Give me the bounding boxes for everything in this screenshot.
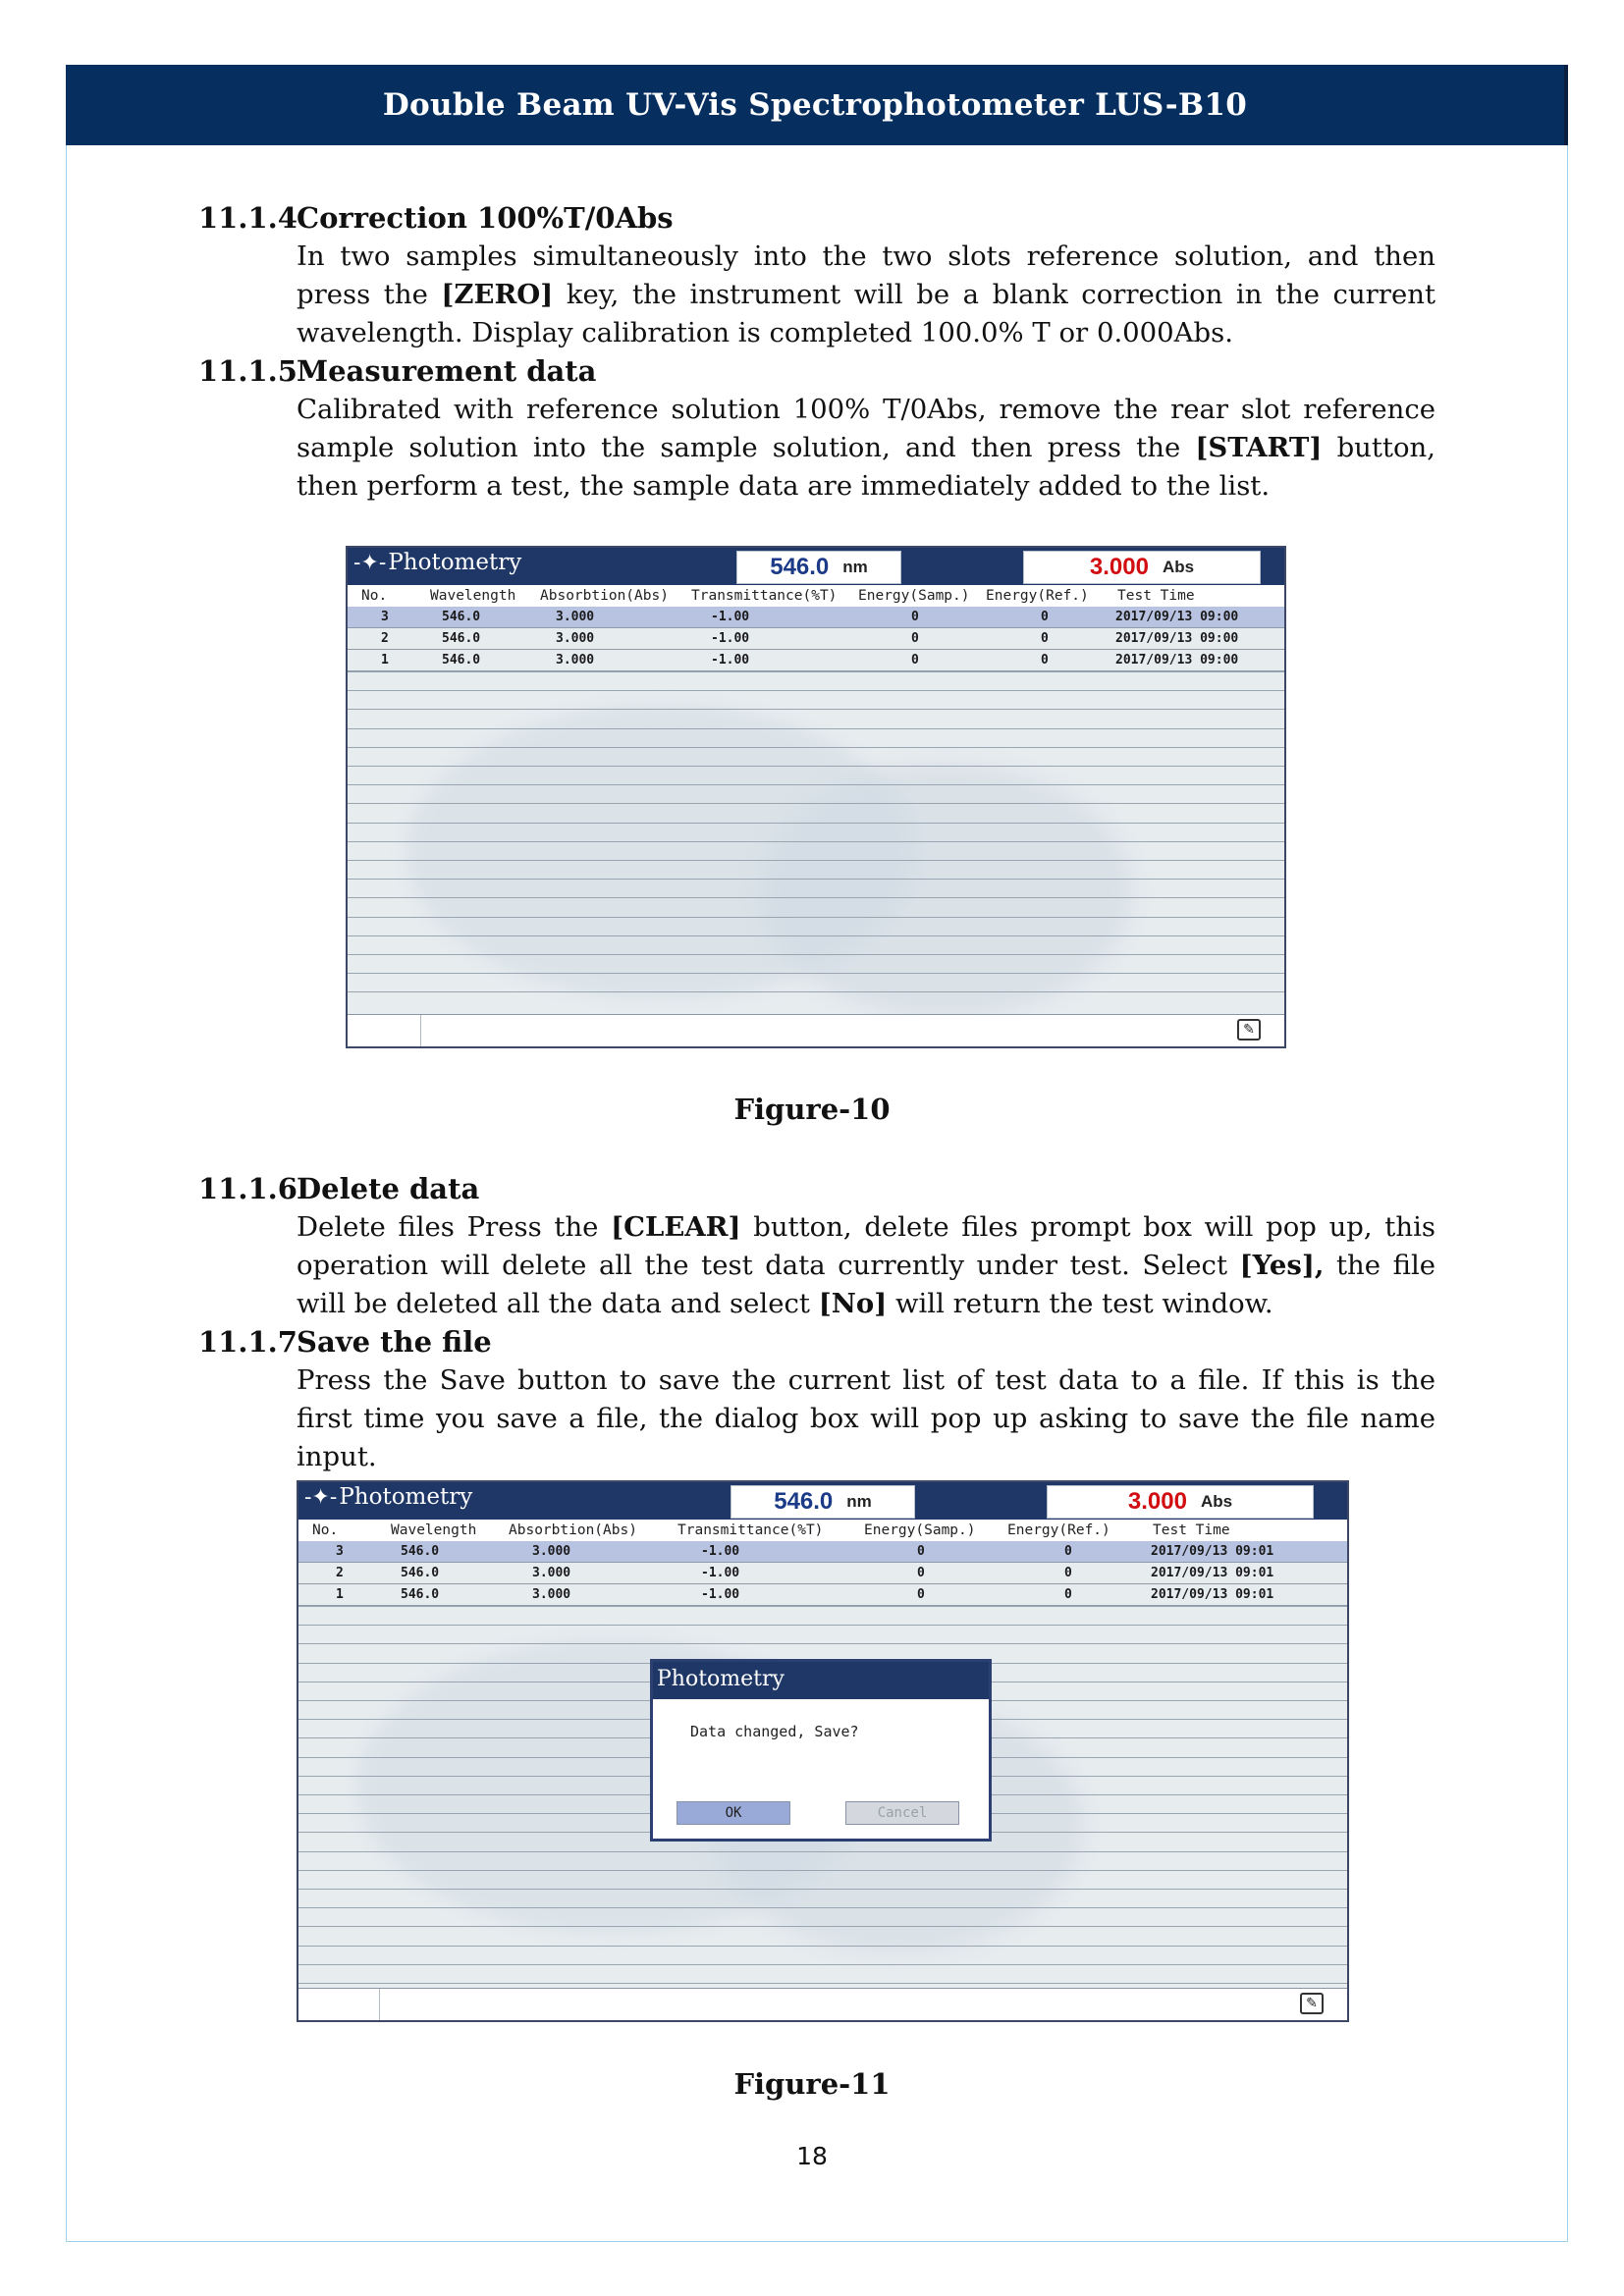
- table-cell: 3: [381, 610, 389, 624]
- app-title-text: Photometry: [388, 550, 522, 575]
- col-energy-samp: Energy(Samp.): [864, 1522, 976, 1538]
- table-cell: 0: [1041, 653, 1049, 667]
- grid-line: [298, 1606, 1347, 1607]
- col-no: No.: [361, 588, 388, 604]
- grid-line: [298, 1907, 1347, 1908]
- table-cell: -1.00: [701, 1566, 740, 1580]
- cancel-button[interactable]: Cancel: [845, 1801, 959, 1825]
- section-heading: [198, 352, 596, 391]
- status-bar: [348, 1014, 1284, 1046]
- col-absorbtion: Absorbtion(Abs): [509, 1522, 637, 1538]
- absorbance-value: 3.000: [1089, 554, 1149, 580]
- grid-line: [348, 747, 1284, 748]
- table-cell: 2017/09/13 09:00: [1115, 631, 1239, 646]
- col-energy-samp: Energy(Samp.): [858, 588, 970, 604]
- table-cell: 0: [1041, 631, 1049, 646]
- table-cell: 2017/09/13 09:00: [1115, 610, 1239, 624]
- paragraph: [297, 1208, 1435, 1323]
- section-heading: [198, 1170, 479, 1208]
- table-cell: -1.00: [711, 631, 750, 646]
- section-title: Delete data: [297, 1172, 480, 1205]
- app-title-text: Photometry: [339, 1484, 473, 1510]
- table-cell: 0: [1064, 1544, 1072, 1559]
- grid-line: [298, 1964, 1347, 1965]
- table-cell: 1: [381, 653, 389, 667]
- key-label: [START]: [1195, 432, 1323, 463]
- key-label: [Yes],: [1239, 1250, 1325, 1281]
- table-row[interactable]: [298, 1563, 1347, 1584]
- table-cell: 546.0: [442, 610, 481, 624]
- absorbance-value: 3.000: [1127, 1488, 1187, 1515]
- grid-line: [348, 841, 1284, 842]
- table-cell: 3.000: [556, 610, 595, 624]
- dialog-message: Data changed, Save?: [690, 1723, 859, 1740]
- col-transmittance: Transmittance(%T): [677, 1522, 824, 1538]
- table-cell: 2: [336, 1566, 344, 1580]
- grid-line: [348, 784, 1284, 785]
- table-cell: 2: [381, 631, 389, 646]
- grid-line: [348, 860, 1284, 861]
- grid-line: [348, 823, 1284, 824]
- wavelength-unit: nm: [842, 558, 868, 576]
- ok-button[interactable]: OK: [677, 1801, 790, 1825]
- paragraph-text: the file will be deleted all the data and select: [297, 1250, 1436, 1319]
- table-cell: 0: [911, 653, 919, 667]
- col-wavelength: Wavelength: [430, 588, 516, 604]
- table-cell: -1.00: [711, 610, 750, 624]
- edit-icon[interactable]: ✎: [1300, 1993, 1324, 2014]
- col-wavelength: Wavelength: [391, 1522, 477, 1538]
- absorbance-display: [1047, 1485, 1314, 1519]
- grid-line: [298, 1983, 1347, 1984]
- paragraph: Press the Save button to save the current list of test data to a file. If this is the first time you save a file, the dialog box will pop up asking to save the file name input.: [297, 1364, 1435, 1472]
- col-test-time: Test Time: [1117, 588, 1195, 604]
- figure-caption: Figure-11: [733, 2067, 891, 2101]
- col-test-time: Test Time: [1153, 1522, 1230, 1538]
- table-cell: 0: [917, 1566, 925, 1580]
- grid-line: [298, 1643, 1347, 1644]
- table-cell: 0: [917, 1544, 925, 1559]
- app-titlebar: [348, 548, 1284, 585]
- grid-line: [348, 671, 1284, 672]
- absorbance-unit: Abs: [1200, 1492, 1233, 1511]
- key-label: [ZERO]: [441, 279, 554, 310]
- table-cell: 0: [1064, 1587, 1072, 1602]
- grid-line: [348, 879, 1284, 880]
- paragraph: [297, 238, 1435, 352]
- table-cell: 546.0: [442, 631, 481, 646]
- grid-line: [348, 803, 1284, 804]
- table-cell: 546.0: [442, 653, 481, 667]
- table-cell: -1.00: [701, 1544, 740, 1559]
- key-label: [CLEAR]: [611, 1211, 741, 1243]
- paragraph-text: Delete files Press the: [297, 1211, 612, 1243]
- grid-line: [298, 1889, 1347, 1890]
- grid-line: [348, 728, 1284, 729]
- grid-line: [348, 766, 1284, 767]
- paragraph-text: button, then perform a test, the sample data are immediately added to the list.: [297, 432, 1435, 502]
- app-title: [353, 550, 521, 575]
- edit-icon[interactable]: ✎: [1237, 1019, 1261, 1041]
- col-absorbtion: Absorbtion(Abs): [540, 588, 669, 604]
- section-title: Save the file: [297, 1325, 492, 1359]
- table-cell: -1.00: [711, 653, 750, 667]
- table-cell: 2017/09/13 09:01: [1151, 1544, 1274, 1559]
- section-number: 11.1.5: [198, 354, 298, 388]
- grid-line: [298, 1946, 1347, 1947]
- grid-line: [298, 1625, 1347, 1626]
- table-cell: 3.000: [532, 1544, 571, 1559]
- figure-caption: Figure-10: [733, 1093, 891, 1126]
- section-heading: [198, 199, 674, 238]
- table-row[interactable]: [348, 607, 1284, 628]
- grid-line: [298, 1870, 1347, 1871]
- table-cell: 0: [911, 631, 919, 646]
- sparkle-icon: -✦-: [304, 1484, 338, 1510]
- table-cell: 546.0: [401, 1566, 440, 1580]
- document-header: [66, 65, 1568, 145]
- table-row[interactable]: [348, 628, 1284, 650]
- col-no: No.: [312, 1522, 339, 1538]
- wavelength-unit: nm: [846, 1492, 872, 1511]
- key-label: [No]: [818, 1288, 888, 1319]
- save-dialog: [650, 1659, 992, 1842]
- table-header: [348, 585, 1284, 608]
- wavelength-value: 546.0: [774, 1488, 834, 1515]
- document-title: Double Beam UV-Vis Spectrophotometer LUS-B10: [382, 87, 1248, 123]
- section-title: Measurement data: [297, 354, 597, 388]
- wavelength-value: 546.0: [770, 554, 830, 580]
- paragraph-text: will return the test window.: [887, 1288, 1273, 1319]
- grid-line: [298, 1851, 1347, 1852]
- table-cell: 0: [1064, 1566, 1072, 1580]
- grid-line: [348, 954, 1284, 955]
- grid-line: [348, 991, 1284, 992]
- absorbance-unit: Abs: [1162, 558, 1195, 576]
- paragraph-text: In two samples simultaneously into the two slots reference solution, and then press the: [297, 240, 1435, 310]
- table-cell: 3.000: [556, 653, 595, 667]
- table-row[interactable]: [348, 650, 1284, 671]
- page-number: 18: [796, 2142, 828, 2170]
- table-cell: 3.000: [556, 631, 595, 646]
- table-cell: 2017/09/13 09:01: [1151, 1566, 1274, 1580]
- table-cell: 546.0: [401, 1544, 440, 1559]
- sparkle-icon: -✦-: [353, 550, 387, 575]
- paragraph: [297, 391, 1435, 506]
- grid-line: [348, 973, 1284, 974]
- grid-line: [298, 1926, 1347, 1927]
- app-titlebar: [298, 1482, 1347, 1520]
- table-cell: 0: [917, 1587, 925, 1602]
- grid-line: [348, 690, 1284, 691]
- table-cell: 2017/09/13 09:00: [1115, 653, 1239, 667]
- section-title: Correction 100%T/0Abs: [297, 201, 674, 235]
- grid-line: [348, 897, 1284, 898]
- section-number: 11.1.6: [198, 1172, 298, 1205]
- paragraph-text: key, the instrument will be a blank correction in the current wavelength. Display calibration is completed 100.0% T or 0.000Abs.: [297, 279, 1435, 348]
- table-cell: 3.000: [532, 1587, 571, 1602]
- table-cell: 0: [911, 610, 919, 624]
- status-bar: [298, 1988, 1347, 2020]
- absorbance-display: [1023, 551, 1261, 584]
- table-header: [298, 1520, 1347, 1542]
- col-energy-ref: Energy(Ref.): [1007, 1522, 1110, 1538]
- table-cell: 546.0: [401, 1587, 440, 1602]
- table-cell: 3: [336, 1544, 344, 1559]
- dialog-title: Photometry: [653, 1662, 989, 1699]
- photometry-screenshot: [297, 1480, 1349, 2022]
- paragraph-text: Calibrated with reference solution 100% T/0Abs, remove the rear slot reference sample solution into the sample solution, and then press the: [297, 394, 1435, 463]
- section-heading: [198, 1323, 492, 1362]
- table-cell: 0: [1041, 610, 1049, 624]
- col-transmittance: Transmittance(%T): [691, 588, 838, 604]
- table-row[interactable]: [298, 1584, 1347, 1606]
- app-title: [304, 1484, 472, 1510]
- paragraph-text: button, delete files prompt box will pop up, this operation will delete all the test data currently under test. Select: [297, 1211, 1435, 1281]
- grid-line: [348, 709, 1284, 710]
- wavelength-display: [736, 551, 901, 584]
- table-cell: 3.000: [532, 1566, 571, 1580]
- table-cell: 1: [336, 1587, 344, 1602]
- section-number: 11.1.7: [198, 1325, 298, 1359]
- grid-line: [348, 935, 1284, 936]
- table-cell: -1.00: [701, 1587, 740, 1602]
- photometry-screenshot: [346, 546, 1286, 1048]
- col-energy-ref: Energy(Ref.): [986, 588, 1089, 604]
- wavelength-display: [731, 1485, 915, 1519]
- section-number: 11.1.4: [198, 201, 298, 235]
- table-row[interactable]: [298, 1541, 1347, 1563]
- table-cell: 2017/09/13 09:01: [1151, 1587, 1274, 1602]
- grid-line: [348, 917, 1284, 918]
